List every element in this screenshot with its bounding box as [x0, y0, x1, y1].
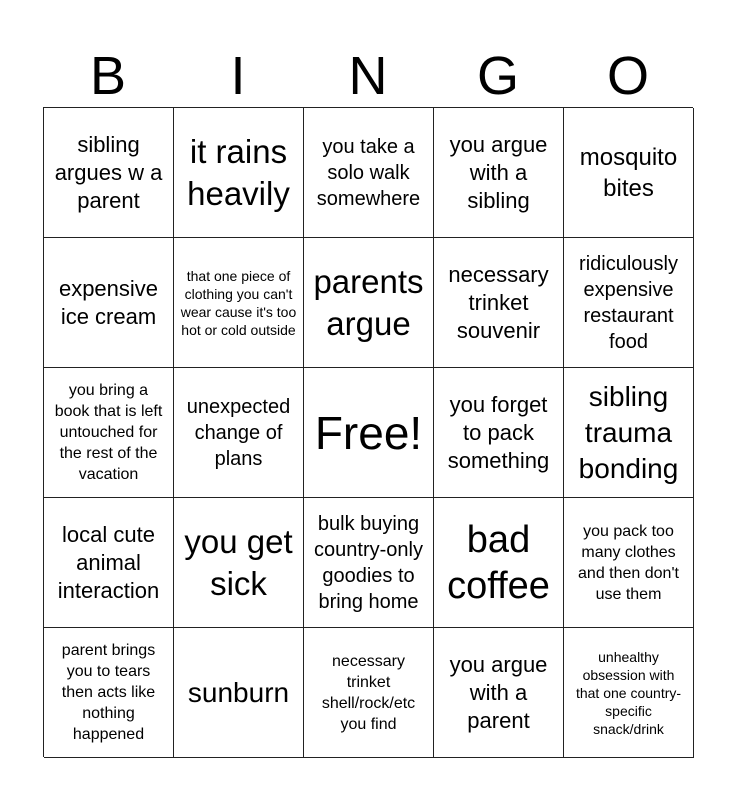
cell-text: local cute animal interaction [57, 521, 160, 603]
bingo-cell[interactable] [564, 108, 694, 238]
cell-text: sibling argues w a parent [54, 131, 163, 213]
cell-text: you get sick [184, 522, 293, 602]
cell-text: unexpected change of plans [186, 395, 291, 470]
bingo-cell[interactable] [44, 628, 174, 758]
cell-text: Free! [314, 406, 423, 459]
header-letter-o: O [606, 46, 649, 106]
bingo-cell[interactable] [304, 238, 434, 368]
cell-text: you forget to pack something [447, 391, 550, 473]
header-letter-b: B [89, 46, 127, 106]
bingo-cell[interactable] [434, 108, 564, 238]
free-space[interactable] [304, 368, 434, 498]
bingo-cell[interactable] [44, 498, 174, 628]
cell-text: parent brings you to tears then acts like nothing happened [61, 642, 156, 743]
bingo-cell[interactable] [44, 108, 174, 238]
cell-text: you argue with a sibling [449, 131, 548, 213]
bingo-cell[interactable] [434, 238, 564, 368]
bingo-board [43, 107, 693, 757]
bingo-cell[interactable] [174, 368, 304, 498]
cell-text: you take a solo walk somewhere [316, 135, 421, 210]
cell-text: that one piece of clothing you can't wear cause it's too hot or cold outside [180, 267, 297, 338]
cell-text: it rains heavily [187, 132, 290, 212]
bingo-cell[interactable] [304, 108, 434, 238]
cell-text: sunburn [187, 676, 290, 708]
bingo-cell[interactable] [174, 628, 304, 758]
bingo-cell[interactable] [174, 498, 304, 628]
bingo-cell[interactable] [44, 238, 174, 368]
cell-text: unhealthy obsession with that one country-specific snack/drink [575, 648, 682, 737]
bingo-cell[interactable] [564, 498, 694, 628]
bingo-cell[interactable] [434, 628, 564, 758]
cell-text: you argue with a parent [449, 651, 548, 733]
header-letter-g: G [476, 46, 519, 106]
cell-text: sibling trauma bonding [578, 380, 679, 484]
cell-text: you pack too many clothes and then don't use them [578, 522, 679, 603]
cell-text: necessary trinket souvenir [448, 261, 549, 343]
cell-text: bulk buying country-only goodies to bring home [314, 512, 423, 613]
cell-text: bad coffee [447, 518, 550, 607]
bingo-cell[interactable] [44, 368, 174, 498]
bingo-cell[interactable] [304, 628, 434, 758]
bingo-cell[interactable] [564, 368, 694, 498]
bingo-cell[interactable] [304, 498, 434, 628]
bingo-cell[interactable] [434, 368, 564, 498]
bingo-cell[interactable] [174, 108, 304, 238]
header-letter-i: I [230, 46, 246, 106]
header-letter-n: N [348, 46, 388, 106]
bingo-cell[interactable] [434, 498, 564, 628]
bingo-cell[interactable] [564, 238, 694, 368]
cell-text: parents argue [313, 262, 424, 342]
bingo-header [43, 44, 693, 108]
cell-text: ridiculously expensive restaurant food [579, 252, 678, 353]
bingo-cell[interactable] [174, 238, 304, 368]
bingo-cell[interactable] [564, 628, 694, 758]
cell-text: expensive ice cream [58, 275, 159, 329]
cell-text: you bring a book that is left untouched for the rest of the vacation [54, 382, 163, 483]
cell-text: necessary trinket shell/rock/etc you find [321, 652, 416, 733]
cell-text: mosquito bites [579, 143, 678, 202]
